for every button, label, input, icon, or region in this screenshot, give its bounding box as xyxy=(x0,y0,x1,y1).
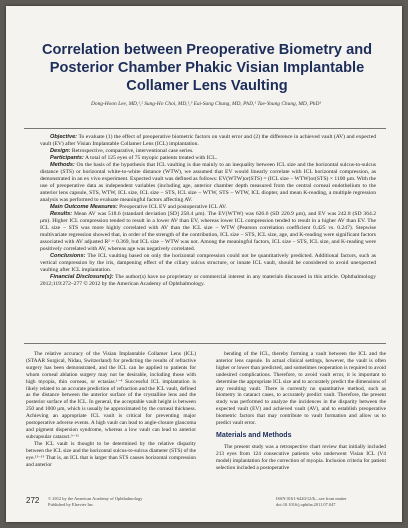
page-number: 272 xyxy=(26,496,40,505)
left-column xyxy=(26,351,196,468)
abstract-text: On the basis of the hypothesis that ICL vaulting is due mainly to an inequality between ICL size and the horizontal sulcus-to-sulcus distance (STS) or horizontal white-to-white distance (WTW), we assumed that EV would linearly correlate with ICL horizontal compression, as demonstrated in an ex vivo experiment. Expected vault was defined as follows: EV(WTW)or(STS) = (ICL size − WTW)or(STS) × 1100 μm. With the use of preoperative data as independent variables (including age, anterior chamber depth measured from the central corneal endothelium to the anterior lens capsule, STS, WTW, ICL size, ICL size − STS, ICL size − WTW, STS − WTW, ICL diopter, and mean K-reading, a multiple regression analysis was performed to evaluate meaningful factors affecting AV. xyxy=(40,162,376,203)
abstract-paragraph xyxy=(40,148,376,155)
abstract-text: The ICL vaulting based on only the horizontal compression could not be quantitatively predicted. Additional factors, such as vertical compression by the iris, dampening effect of the ciliary sulcus structure, or innate ICL vault, should be considered to avoid unexpected vaulting after ICL implantation. xyxy=(40,253,376,273)
intro-paragraph: The relative accuracy of the Visian Implantable Collamer Lens (ICL) (STAAR Surgical, Nidau, Switzerland) for predicting the results of refractive surgery has been demonstrated, and the ICL can be applied to patients for whom corneal ablation surgery may not be desirable, including those with high myopia, thin corneas, or ectasias.¹⁻⁴ Successful ICL implantation is likely related to an accurate prediction of refraction and the ICL vault, defined as the distance between the anterior surface of the crystalline lens and the posterior surface of the ICL. In general, the acceptable vault height is between 250 and 1000 μm, which is usually be approximated by the corneal thickness. Achieving an appropriate ICL vault is critical for preventing major postoperative adverse events. A high vault can lead to angle-closure glaucoma and pigment dispersion syndrome, whereas a low vault can lead to anterior subcapsular cataract.⁵⁻¹¹ xyxy=(26,351,196,440)
abstract-label: Results: xyxy=(50,211,73,217)
author-list: Dong-Hoon Lee, MD,¹,² Sung-Ho Choi, MD,¹,³ Eui-Sang Chung, MD, PhD,¹ Tae-Young Chung, MD, PhD¹ xyxy=(90,101,321,107)
abstract-label: Financial Disclosure(s): xyxy=(50,274,114,280)
abstract-label: Methods: xyxy=(50,162,75,168)
abstract-text: The author(s) have no proprietary or commercial interest in any materials discussed in this article. Ophthalmology 2012;119:272–277 © 2012 by the American Academy of Ophthalmology. xyxy=(40,274,376,287)
abstract-label: Participants: xyxy=(50,155,84,161)
abstract-label: Design: xyxy=(50,148,71,154)
abstract-text: Retrospective, comparative, interventional case series. xyxy=(71,148,194,154)
abstract-paragraph xyxy=(40,211,376,253)
section-heading: Materials and Methods xyxy=(216,431,292,439)
abstract-text: Preoperative ICL EV and postoperative ICL AV. xyxy=(119,204,227,210)
intro-paragraph: The ICL vault is thought to be determined by the relative disparity between the ICL size and the horizontal sulcus-to-sulcus diameter (STS) of the eye.¹²⁻¹⁵ That is, an ICL that is larger than STS causes horizontal compression and anterior xyxy=(26,440,197,468)
paper-page xyxy=(6,6,402,522)
abstract-paragraph xyxy=(40,274,376,288)
abstract-text: A total of 125 eyes of 75 myopic patients treated with ICL. xyxy=(84,155,218,161)
issn-footer: ISSN 0161-6420/12/$—see front matter doi:10.1016/j.ophtha.2011.07.047 xyxy=(276,496,347,507)
abstract-paragraph xyxy=(40,253,376,274)
abstract-text: Mean AV was 518.6 (standard deviation [SD] 258.4 μm). The EV(WTW) was 626.6 (SD 220.9 μm), and EV was 242.8 (SD 364.2 μm). Higher ICL compression tended to result in a lower AV than EV, whereas lower ICL compression tended to result in a higher AV than EV. The ICL size − STS was more highly correlated with AV than the ICL size − WTW (Pearson correlation coefficient 0.425 vs. 0.247). Stepwise multivariate regression showed that, in order of the strength of the contribution, ICL size − STS, ICL size, age, and K-reading were significant factors associated with AV adjusted R² = 0.369, but ICL size − WTW was not. Among the meaningful factors, ICL size − STS, ICL size, and K-reading were positively correlated with AV, whereas age was negatively correlated. xyxy=(40,211,376,252)
abstract-paragraph xyxy=(40,204,376,211)
abstract xyxy=(40,134,376,288)
abstract-label: Main Outcome Measures: xyxy=(50,204,118,210)
abstract-paragraph xyxy=(40,155,376,162)
abstract-label: Conclusions: xyxy=(50,253,86,259)
right-column xyxy=(216,351,386,472)
abstract-label: Objective: xyxy=(50,134,78,140)
abstract-top-rule xyxy=(24,128,386,129)
methods-paragraph: The present study was a retrospective chart review that initially included 213 eyes from 124 consecutive patients who underwent Visian ICL (V4 model) implantation for the correction of myopia. Inclusion criteria for patient selection included a postoperative xyxy=(216,443,386,471)
paper-title: Correlation between Preoperative Biometry and Posterior Chamber Phakic Visian Implantable Collamer Lens Vaulting xyxy=(41,42,373,94)
abstract-paragraph xyxy=(40,162,376,204)
abstract-paragraph xyxy=(40,134,376,148)
abstract-text: To evaluate (1) the effect of preoperative biometric factors on vault error and (2) the difference in achieved vault (AV) and expected vault (EV) after Visian Implantable Collamer Lens (ICL) implantation. xyxy=(40,134,376,147)
intro-paragraph: bending of the ICL, thereby forming a vault between the ICL and the anterior lens capsule. In actual clinical settings, however, the vault is often higher or lower than predicted, and sometimes reoperation is required to avoid undesired complications. Therefore, to avoid vault error, it is important to determine the appropriate ICL size and to accurately predict the dimensions of any resulting vault. There is currently no quantitative method, such as biometry in cataract cases, to accurately predict vault. Therefore, the present study was performed to analyze the incidences in the disparity between the expected vault (EV) and achieved vault (AV), and to establish preoperative biometric factors that may contribute to vault formation and allow us to predict vault error. xyxy=(216,351,386,427)
abstract-bottom-rule xyxy=(24,343,386,344)
copyright-footer: © 2012 by the American Academy of Ophthalmology Published by Elsevier Inc. xyxy=(48,496,143,507)
